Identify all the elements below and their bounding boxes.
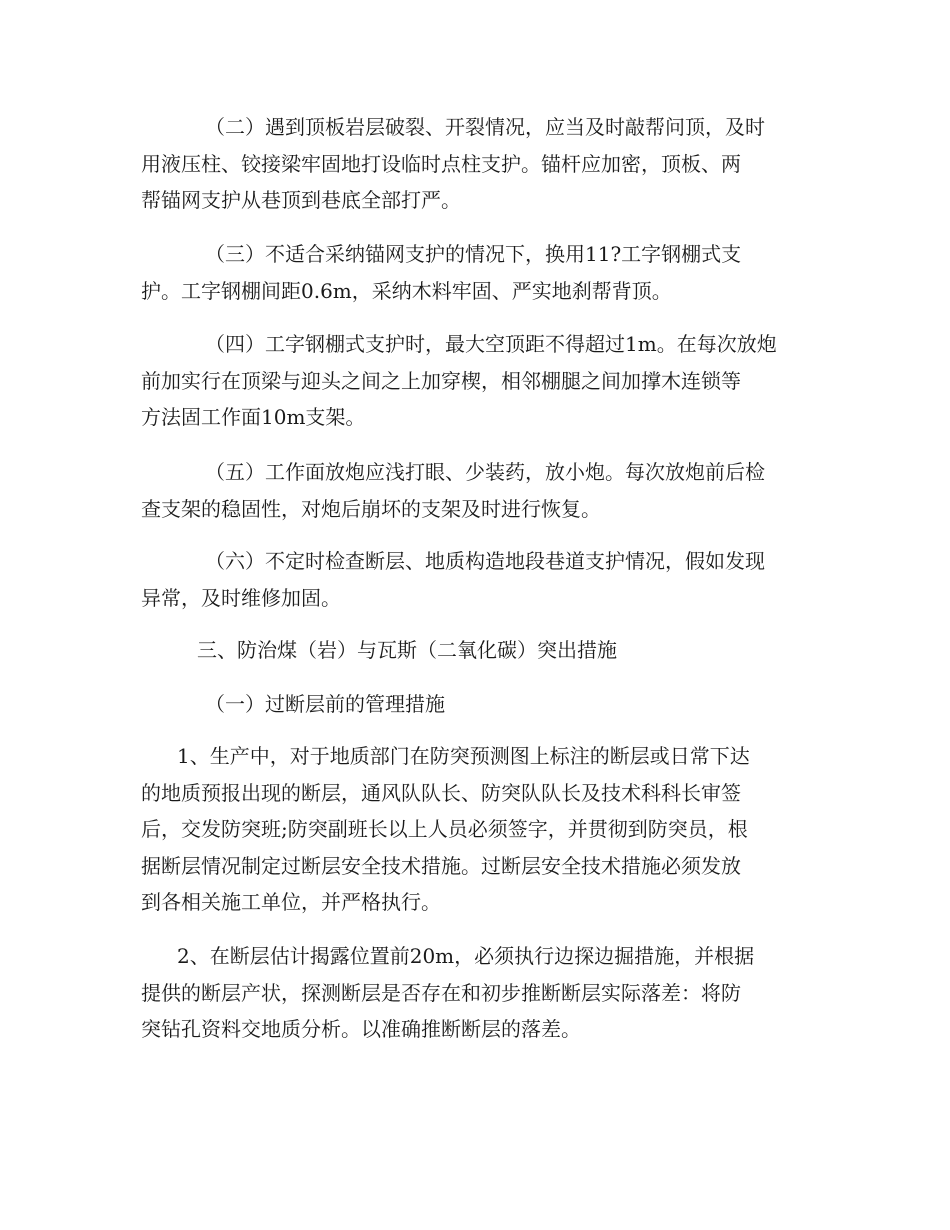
text-line: 查支架的稳固性，对炮后崩坏的支架及时进行恢复。: [141, 496, 601, 521]
paragraph-fault-prediction: [141, 738, 813, 921]
text-line: 1、生产中，对于地质部门在防突预测图上标注的断层或日常下达: [177, 744, 750, 768]
text-line: （四）工字钢棚式支护时，最大空顶距不得超过1m。在每次放炮: [205, 332, 777, 356]
text-line: 后，交发防突班;防突副班长以上人员必须签字，并贯彻到防突员，根: [141, 817, 748, 841]
text-line: （二）遇到顶板岩层破裂、开裂情况，应当及时敲帮问顶，及时: [205, 115, 765, 139]
text-line: 方法固工作面10m支架。: [141, 405, 366, 429]
text-line: 前加实行在顶梁与迎头之间之上加穿楔，相邻棚腿之间加撑木连锁等: [141, 368, 741, 393]
text-line: 提供的断层产状，探测断层是否存在和初步推断断层实际落差：将防: [141, 980, 741, 1005]
text-line: 帮锚网支护从巷顶到巷底全部打严。: [141, 188, 461, 212]
section-heading-outburst-prevention: [141, 632, 813, 669]
text-line: 2、在断层估计揭露位置前20m，必须执行边探边掘措施，并根据: [177, 944, 755, 968]
paragraph-roof-rock-fracture: [141, 109, 813, 219]
text-line: 护。工字钢棚间距0.6m，采纳木料牢固、严实地刹帮背顶。: [141, 278, 672, 303]
text-line: 到各相关施工单位，并严格执行。: [141, 890, 441, 914]
text-line: 异常，及时维修加固。: [141, 585, 341, 610]
text-line: 的地质预报出现的断层，通风队队长、防突队队长及技术科科长审签: [141, 780, 741, 805]
subsection-heading-text: （一）过断层前的管理措施: [205, 692, 445, 716]
paragraph-fault-inspection: [141, 543, 813, 616]
text-line: 突钻孔资料交地质分析。以准确推断断层的落差。: [141, 1017, 581, 1041]
subsection-heading-before-fault: [141, 686, 813, 723]
text-line: 据断层情况制定过断层安全技术措施。过断层安全技术措施必须发放: [141, 853, 741, 878]
paragraph-explore-while-digging: [141, 938, 813, 1048]
text-line: 用液压柱、铰接梁牢固地打设临时点柱支护。锚杆应加密，顶板、两: [141, 151, 741, 176]
section-heading-text: 三、防治煤（岩）与瓦斯（二氧化碳）突出措施: [197, 638, 617, 662]
paragraph-blasting: [141, 454, 813, 527]
text-line: （五）工作面放炮应浅打眼、少装药，放小炮。每次放炮前后检: [205, 460, 765, 484]
text-line: （六）不定时检查断层、地质构造地段巷道支护情况，假如发现: [205, 549, 765, 573]
paragraph-max-empty-roof: [141, 326, 813, 436]
text-line: （三）不适合采纳锚网支护的情况下，换用11?工字钢棚式支: [205, 242, 742, 266]
paragraph-i-beam-support: [141, 236, 813, 309]
